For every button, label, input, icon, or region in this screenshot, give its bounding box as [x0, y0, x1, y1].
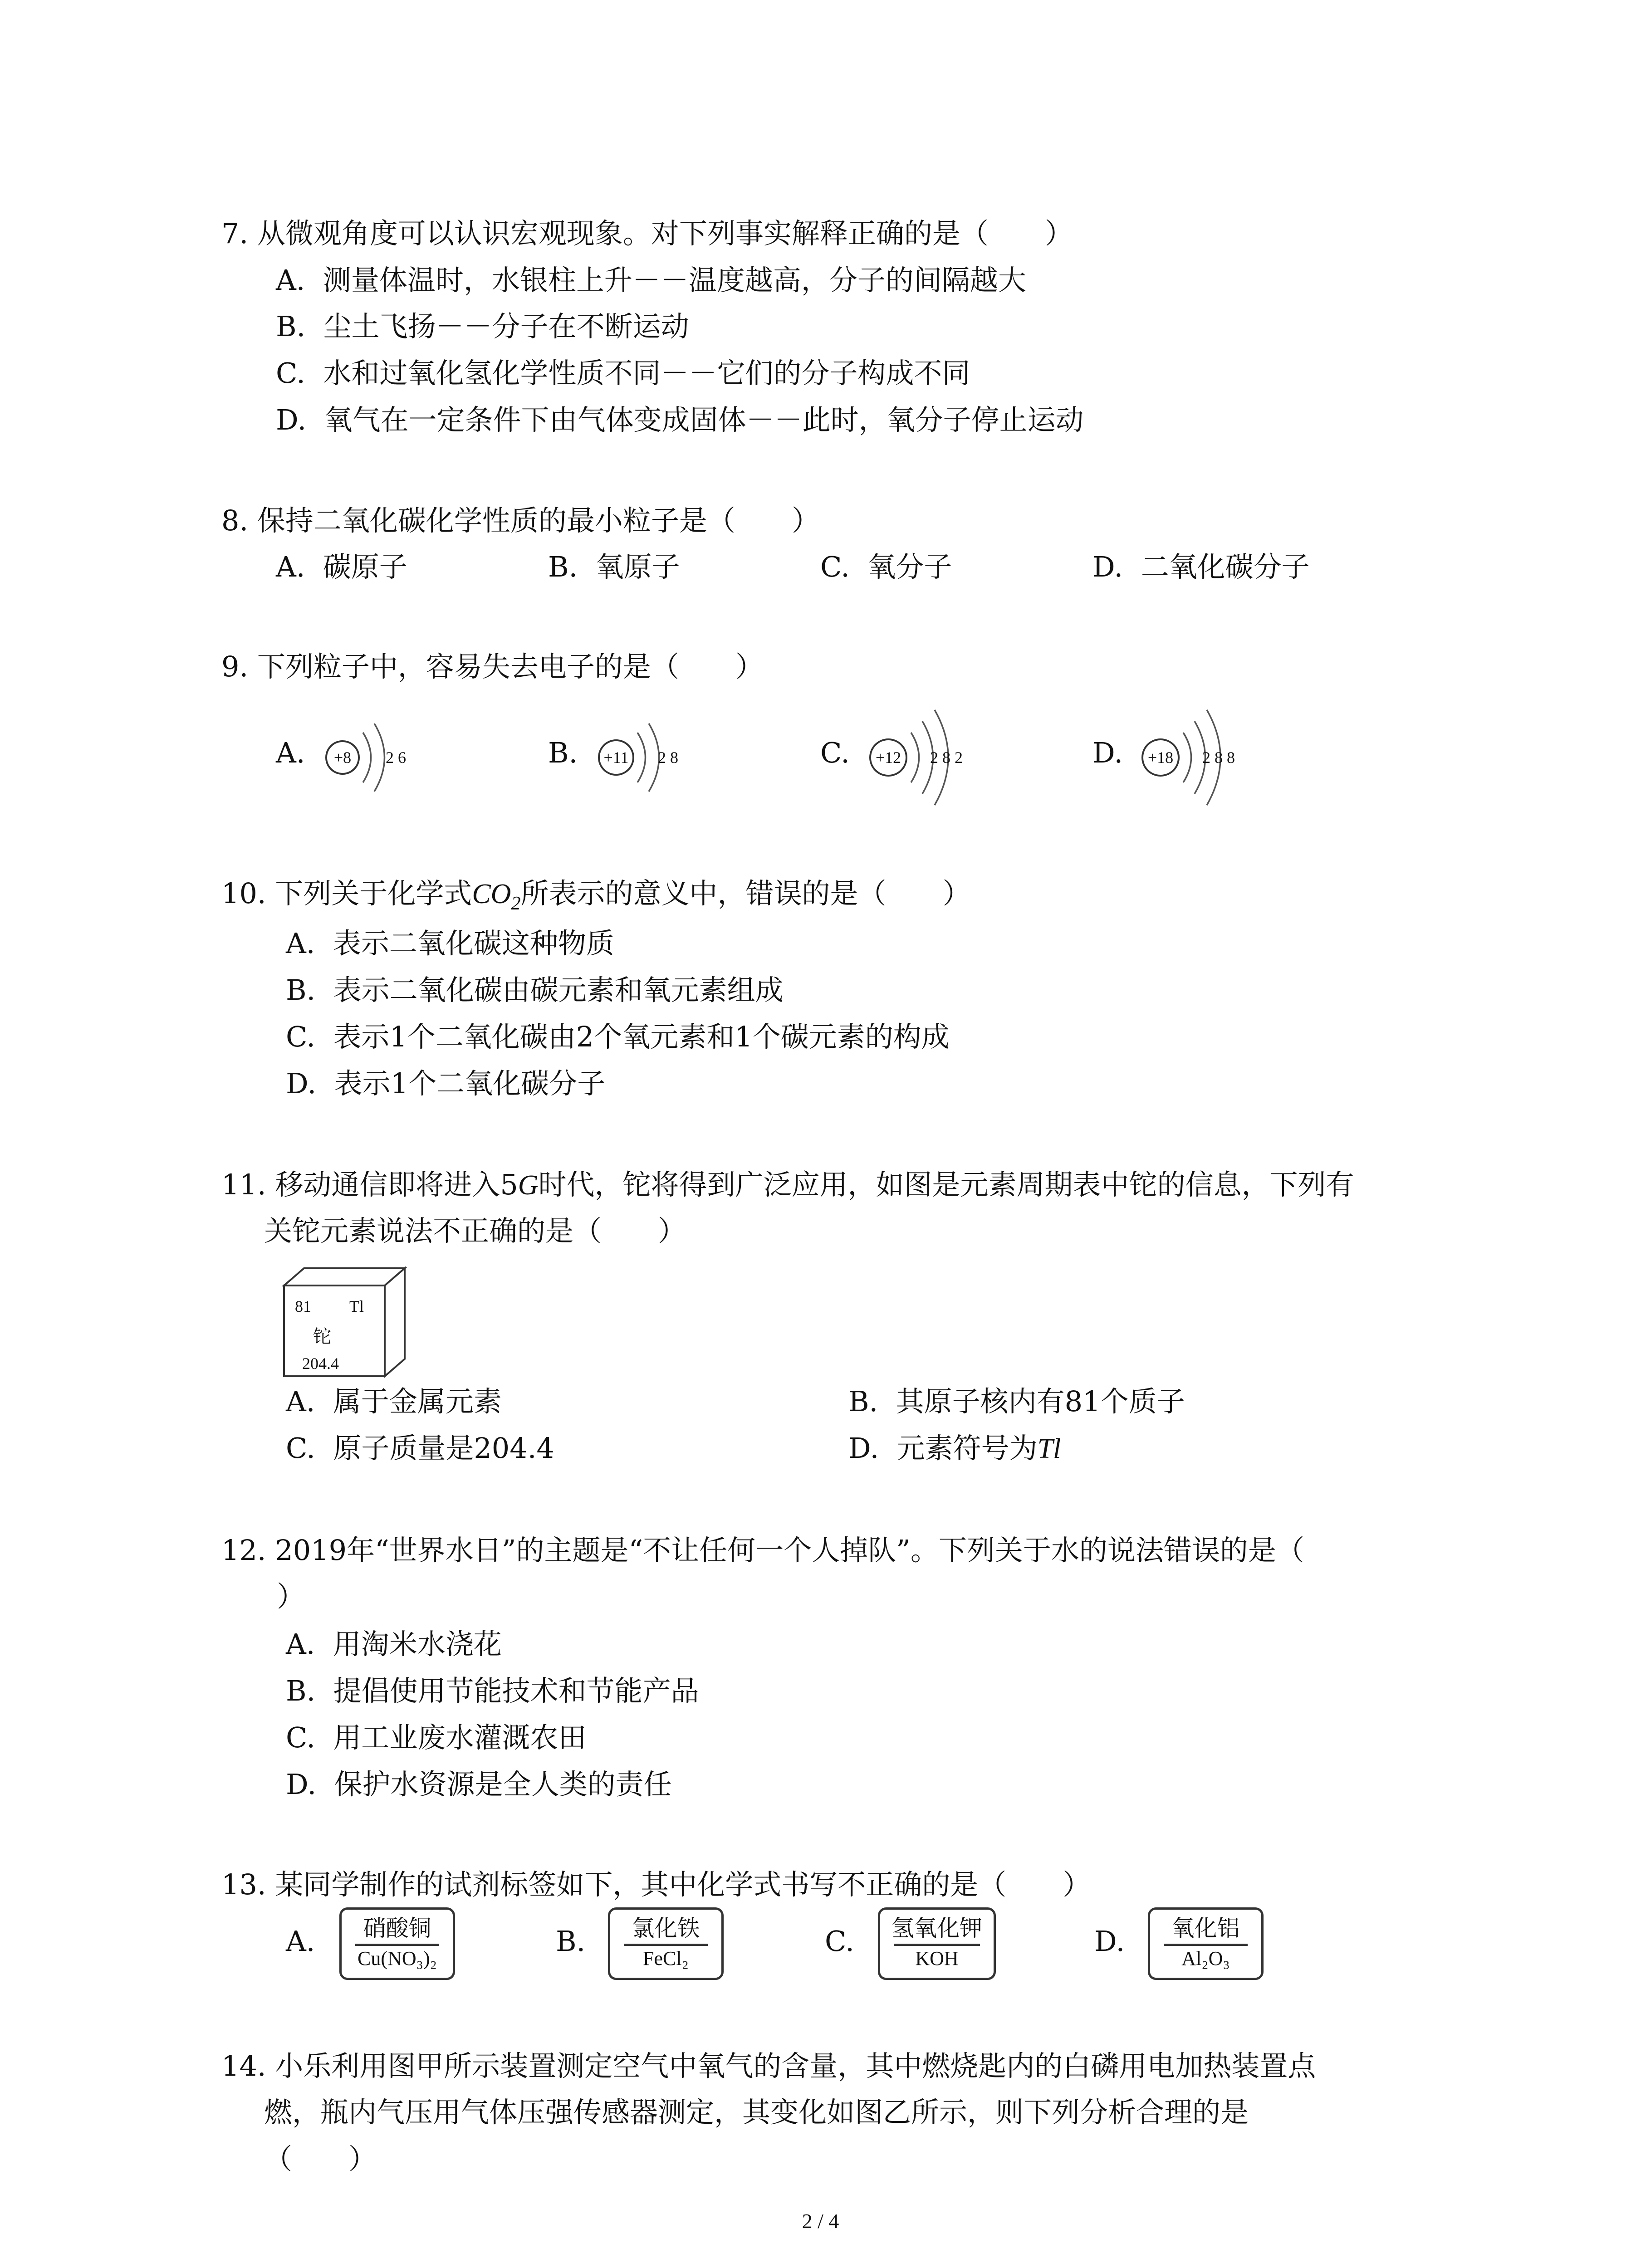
nucleus-b: +11 — [603, 748, 629, 767]
q7-option-c: C. 水和过氧化氢化学性质不同－－它们的分子构成不同 — [276, 357, 970, 390]
q7-option-b: B. 尘土飞扬－－分子在不断运动 — [276, 310, 689, 343]
q9-atom-a — [318, 699, 436, 816]
q9-option-b-label: B. — [548, 736, 578, 769]
element-mass: 204.4 — [302, 1354, 339, 1373]
reagent-formula-c: KOH — [915, 1947, 959, 1970]
q11-option-b: B. 其原子核内有81个质子 — [848, 1385, 1185, 1418]
reagent-label-c — [878, 1907, 996, 1980]
q13-option-b-letter: B. — [556, 1925, 586, 1958]
reagent-label-b — [608, 1907, 724, 1980]
q11-option-c: C. 原子质量是204.4 — [286, 1432, 554, 1465]
q11-stem-line2: 关铊元素说法不正确的是（ ） — [264, 1214, 686, 1247]
q10-formula: CO — [472, 879, 511, 909]
q13-stem: 13. 某同学制作的试剂标签如下，其中化学式书写不正确的是（ ） — [221, 1868, 1091, 1901]
shells-d: 2 8 8 — [1202, 748, 1235, 767]
q10-option-d: D. 表示1个二氧化碳分子 — [286, 1067, 606, 1100]
q8-option-b: B. 氧原子 — [548, 550, 680, 583]
q13-option-a-letter: A. — [286, 1925, 315, 1958]
q8-option-d: D. 二氧化碳分子 — [1092, 550, 1310, 583]
reagent-name-a: 硝酸铜 — [363, 1915, 431, 1941]
q8-stem: 8. 保持二氧化碳化学性质的最小粒子是（ ） — [221, 504, 820, 537]
q11-stem: 11. 移动通信即将进入5G时代，铊将得到广泛应用，如图是元素周期表中铊的信息，下列有 — [221, 1168, 1354, 1201]
q7-stem: 7. 从微观角度可以认识宏观现象。对下列事实解释正确的是（ ） — [221, 217, 1073, 250]
q14-line3: （ ） — [264, 2142, 377, 2175]
q12-option-d: D. 保护水资源是全人类的责任 — [286, 1768, 672, 1801]
element-name: 铊 — [313, 1326, 331, 1347]
shells-a: 2 6 — [386, 748, 406, 767]
reagent-name-d: 氧化铝 — [1171, 1915, 1240, 1941]
thallium-element-cell — [281, 1266, 413, 1379]
nucleus-a: +8 — [333, 748, 352, 767]
q11-option-d: D. 元素符号为Tl — [848, 1432, 1061, 1465]
q14-line2: 燃，瓶内气压用气体压强传感器测定，其变化如图乙所示，则下列分析合理的是 — [264, 2096, 1249, 2129]
q9-option-a-label: A. — [276, 736, 305, 769]
q9-option-d-label: D. — [1092, 736, 1123, 769]
q10-option-c: C. 表示1个二氧化碳由2个氧元素和1个碳元素的构成 — [286, 1020, 950, 1053]
q14-line1: 14. 小乐利用图甲所示装置测定空气中氧气的含量，其中燃烧匙内的白磷用电加热装置点 — [221, 2049, 1316, 2082]
q10-option-a: A. 表示二氧化碳这种物质 — [286, 927, 614, 960]
q9-atom-d — [1134, 689, 1288, 826]
element-number: 81 — [295, 1297, 311, 1315]
q12-option-a: A. 用淘米水浇花 — [286, 1628, 502, 1661]
reagent-formula-a: Cu(NO₃)₂ — [358, 1947, 437, 1970]
q11-option-a: A. 属于金属元素 — [286, 1385, 502, 1418]
reagent-name-b: 氯化铁 — [632, 1915, 700, 1941]
q12-option-c: C. 用工业废水灌溉农田 — [286, 1721, 587, 1754]
q8-option-c: C. 氧分子 — [820, 550, 952, 583]
reagent-formula-b: FeCl₂ — [643, 1947, 689, 1970]
reagent-formula-d: Al₂O₃ — [1181, 1947, 1230, 1970]
q12-stem: 12. 2019年“世界水日”的主题是“不让任何一个人掉队”。下列关于水的说法错误的是（ — [221, 1534, 1304, 1567]
q7-option-d: D. 氧气在一定条件下由气体变成固体－－此时，氧分子停止运动 — [276, 403, 1084, 436]
page-number: 2 / 4 — [802, 2209, 839, 2233]
reagent-label-a — [339, 1907, 455, 1980]
q10-option-b: B. 表示二氧化碳由碳元素和氧元素组成 — [286, 973, 784, 1007]
q8-option-a: A. 碳原子 — [276, 550, 407, 583]
shells-c: 2 8 2 — [930, 748, 963, 767]
reagent-label-d — [1148, 1907, 1264, 1980]
nucleus-c: +12 — [875, 748, 901, 767]
q10-stem: 10. 下列关于化学式$CO_2$所表示的意义中，错误的是（ ） — [221, 877, 971, 914]
nucleus-d: +18 — [1147, 748, 1174, 767]
element-symbol: Tl — [349, 1297, 364, 1315]
q12-option-b: B. 提倡使用节能技术和节能产品 — [286, 1674, 699, 1707]
q9-option-c-label: C. — [820, 736, 850, 769]
q7-option-a: A. 测量体温时，水银柱上升－－温度越高，分子的间隔越大 — [276, 264, 1026, 297]
q13-option-c-letter: C. — [825, 1925, 854, 1958]
q12-stem-line2: ） — [277, 1580, 305, 1613]
q13-option-d-letter: D. — [1094, 1925, 1125, 1958]
reagent-name-c: 氢氧化钾 — [892, 1915, 982, 1941]
q9-atom-c — [862, 689, 1016, 826]
q9-stem: 9. 下列粒子中，容易失去电子的是（ ） — [221, 650, 764, 683]
q9-atom-b — [590, 699, 726, 816]
shells-b: 2 8 — [658, 748, 678, 767]
